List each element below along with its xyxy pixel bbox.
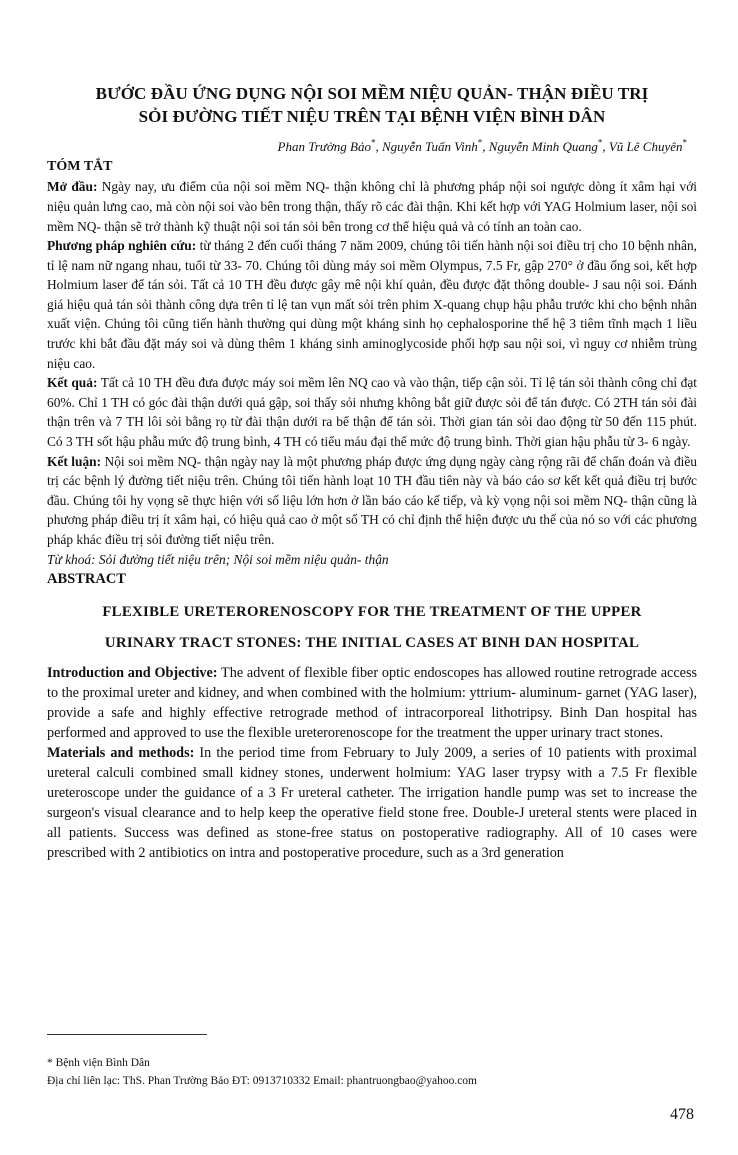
author-1 (278, 139, 382, 154)
vn-conclusion (47, 452, 697, 550)
title-vietnamese (47, 82, 697, 128)
paragraph-text: Ngày nay, ưu điểm của nội soi mềm NQ- thận không chỉ là phương pháp nội soi ngược dòng ít xâm hại với niệu quản lưng cao, mà còn nội soi vào bên trong thận, thấy rõ các đài thận. Khi kết hợp với YAG Holmium laser, nội soi mềm NQ- thận sẽ trở thành kỹ thuật nội soi tán sỏi bên trong cơ thể hiệu quả và có tính an toàn cao. (47, 179, 697, 234)
author-name: Vũ Lê Chuyên (608, 139, 683, 155)
paragraph-label: Mở đầu: (47, 179, 98, 195)
vn-methods (47, 236, 697, 373)
author-2 (382, 139, 489, 154)
author-mark: * (477, 138, 483, 148)
footnote-affiliation: * Bệnh viện Bình Dân (47, 1057, 150, 1069)
summary-heading: TÓM TẮT (47, 159, 113, 175)
paragraph-text: Tất cả 10 TH đều đưa được máy soi mềm lên NQ cao và vào thận, tiếp cận sỏi. Tỉ lệ tán sỏi thành công chỉ đạt 60%. Chỉ 1 TH có góc đài thận dưới quá gập, soi thấy sỏi nhưng không bắt giữ được sỏi để tán được. Có 2TH tán sỏi đài thận trên và 7 TH lôi sỏi bằng rọ từ đài thận dưới ra bể thận để tán sỏi. Thời gian tán sỏi dao động từ 50 đến 115 phút. Có 3 TH sốt hậu phẫu mức độ trung bình, 4 TH có tiểu máu đại thể mức độ trung bình. Thời gian hậu phẫu từ 3- 6 ngày. (47, 375, 697, 450)
footnote-contact: Địa chỉ liên lạc: ThS. Phan Trường Bảo ĐT: 0913710332 Email: phantruongbao@yahoo.com (47, 1075, 478, 1087)
paragraph-text: từ tháng 2 đến cuối tháng 7 năm 2009, chúng tôi tiến hành nội soi điều trị cho 10 bệnh nhân, tỉ lệ nam nữ ngang nhau, tuổi từ 33- 70. Chúng tôi dùng máy soi mềm Olympus, 7.5 Fr, gập 270° ở đầu ống soi, kết hợp Holmium laser để tán sỏi. Tất cả 10 TH đều được gây mê nội khí quản, đều được đặt thông double- J sau nội soi. Đánh giá hiệu quả tán sỏi thành công dựa trên tỉ lệ tan vụn mất sỏi trên phim X-quang chụp hậu phẫu trước khi cho bệnh nhân xuất viện. Chúng tôi cũng tiến hành thường qui dùng một kháng sinh họ cephalosporine thế hệ 3 tiêm tĩnh mạch 1 liều trước khi bắt đầu đặt máy soi và dùng thêm 1 kháng sinh aminoglycoside phối hợp sau nội soi, vì nguy cơ nhiễm trùng niệu cao. (47, 238, 697, 371)
footnote-divider (47, 1034, 207, 1035)
vn-results (47, 373, 697, 451)
author-name: Nguyễn Minh Quang (488, 139, 598, 155)
author-mark: * (682, 138, 687, 148)
author-separator: , (482, 139, 489, 155)
en-introduction (47, 663, 697, 743)
title-en-line-2: URINARY TRACT STONES: THE INITIAL CASES AT BINH DAN HOSPITAL (104, 634, 640, 651)
author-mark: * (597, 138, 603, 148)
vn-introduction (47, 177, 697, 236)
author-name: Nguyễn Tuấn Vinh (381, 139, 478, 155)
title-vn-line-2: SỎI ĐƯỜNG TIẾT NIỆU TRÊN TẠI BỆNH VIỆN BÌNH DÂN (138, 107, 606, 126)
author-3 (489, 139, 609, 154)
page-number: 478 (670, 1106, 694, 1123)
paragraph-label: Kết luận: (47, 453, 102, 469)
en-methods (47, 743, 697, 863)
paragraph-text: In the period time from February to July 2009, a series of 10 patients with proximal ureteral calculi combined small kidney stones, underwent holmium: YAG laser trypsy with a 7.5 Fr flexible ureteroscope under the guidance of a 3 Fr ureteral catheter. The irrigation handle pump was set to increase the surgeon's visual clearance and to help keep the operative field stone free. Double-J ureteral stents were placed in all patients. Success was defined as stone-free status on postoperative radiography. All of 10 cases were prescribed with 2 antibiotics on intra and postoperative procedure, such as a 3rd generation (47, 744, 697, 861)
title-english (47, 597, 697, 659)
abstract-heading: ABSTRACT (47, 570, 126, 587)
author-name: Phan Trường Bảo (277, 139, 371, 155)
footnotes (47, 1054, 697, 1090)
title-en-line-1: FLEXIBLE URETERORENOSCOPY FOR THE TREATMENT OF THE UPPER (102, 603, 642, 620)
paragraph-text: The advent of flexible fiber optic endoscopes has allowed routine retrograde access to the proximal ureter and kidney, and when combined with the holmium: yttrium- aluminum- garnet (YAG laser), provide a safe and highly effective retrograde method of intracorporeal lithotripsy. Binh Dan hospital has performed and approved to use the flexible ureterorenoscope for the treatment the upper urinary tract stones. (47, 664, 697, 741)
title-vn-line-1: BƯỚC ĐẦU ỨNG DỤNG NỘI SOI MỀM NIỆU QUẢN- THẬN ĐIỀU TRỊ (95, 84, 649, 103)
paragraph-label: Kết quả: (47, 375, 98, 391)
article (47, 82, 697, 863)
paragraph-label: Phương pháp nghiên cứu: (47, 238, 197, 254)
paragraph-label: Introduction and Objective: (47, 664, 218, 681)
keywords: Từ khoá: Sỏi đường tiết niệu trên; Nội soi mềm niệu quản- thận (47, 551, 389, 567)
author-separator: , (602, 139, 609, 155)
paragraph-label: Materials and methods: (47, 744, 195, 761)
author-separator: , (375, 139, 382, 155)
paragraph-text: Nội soi mềm NQ- thận ngày nay là một phương pháp được ứng dụng ngày càng rộng rãi để chẩn đoán và điều trị các bệnh lý đường tiết niệu trên. Chúng tôi tiến hành loạt 10 TH đầu tiên này và báo cáo sơ kết kết quả điều trị bước đầu. Chúng tôi hy vọng sẽ thực hiện với số liệu lớn hơn ở lần báo cáo kế tiếp, và kỳ vọng nội soi mềm NQ- thận cũng là phương pháp điều trị ít xâm hại, có hiệu quả cao ở một số TH có chỉ định thể hiện được ưu thế của nó so với các phương pháp khác điều trị sỏi đường tiết niệu trên. (47, 453, 698, 548)
author-4 (609, 139, 687, 154)
author-list (47, 134, 687, 156)
author-mark: * (370, 138, 376, 148)
